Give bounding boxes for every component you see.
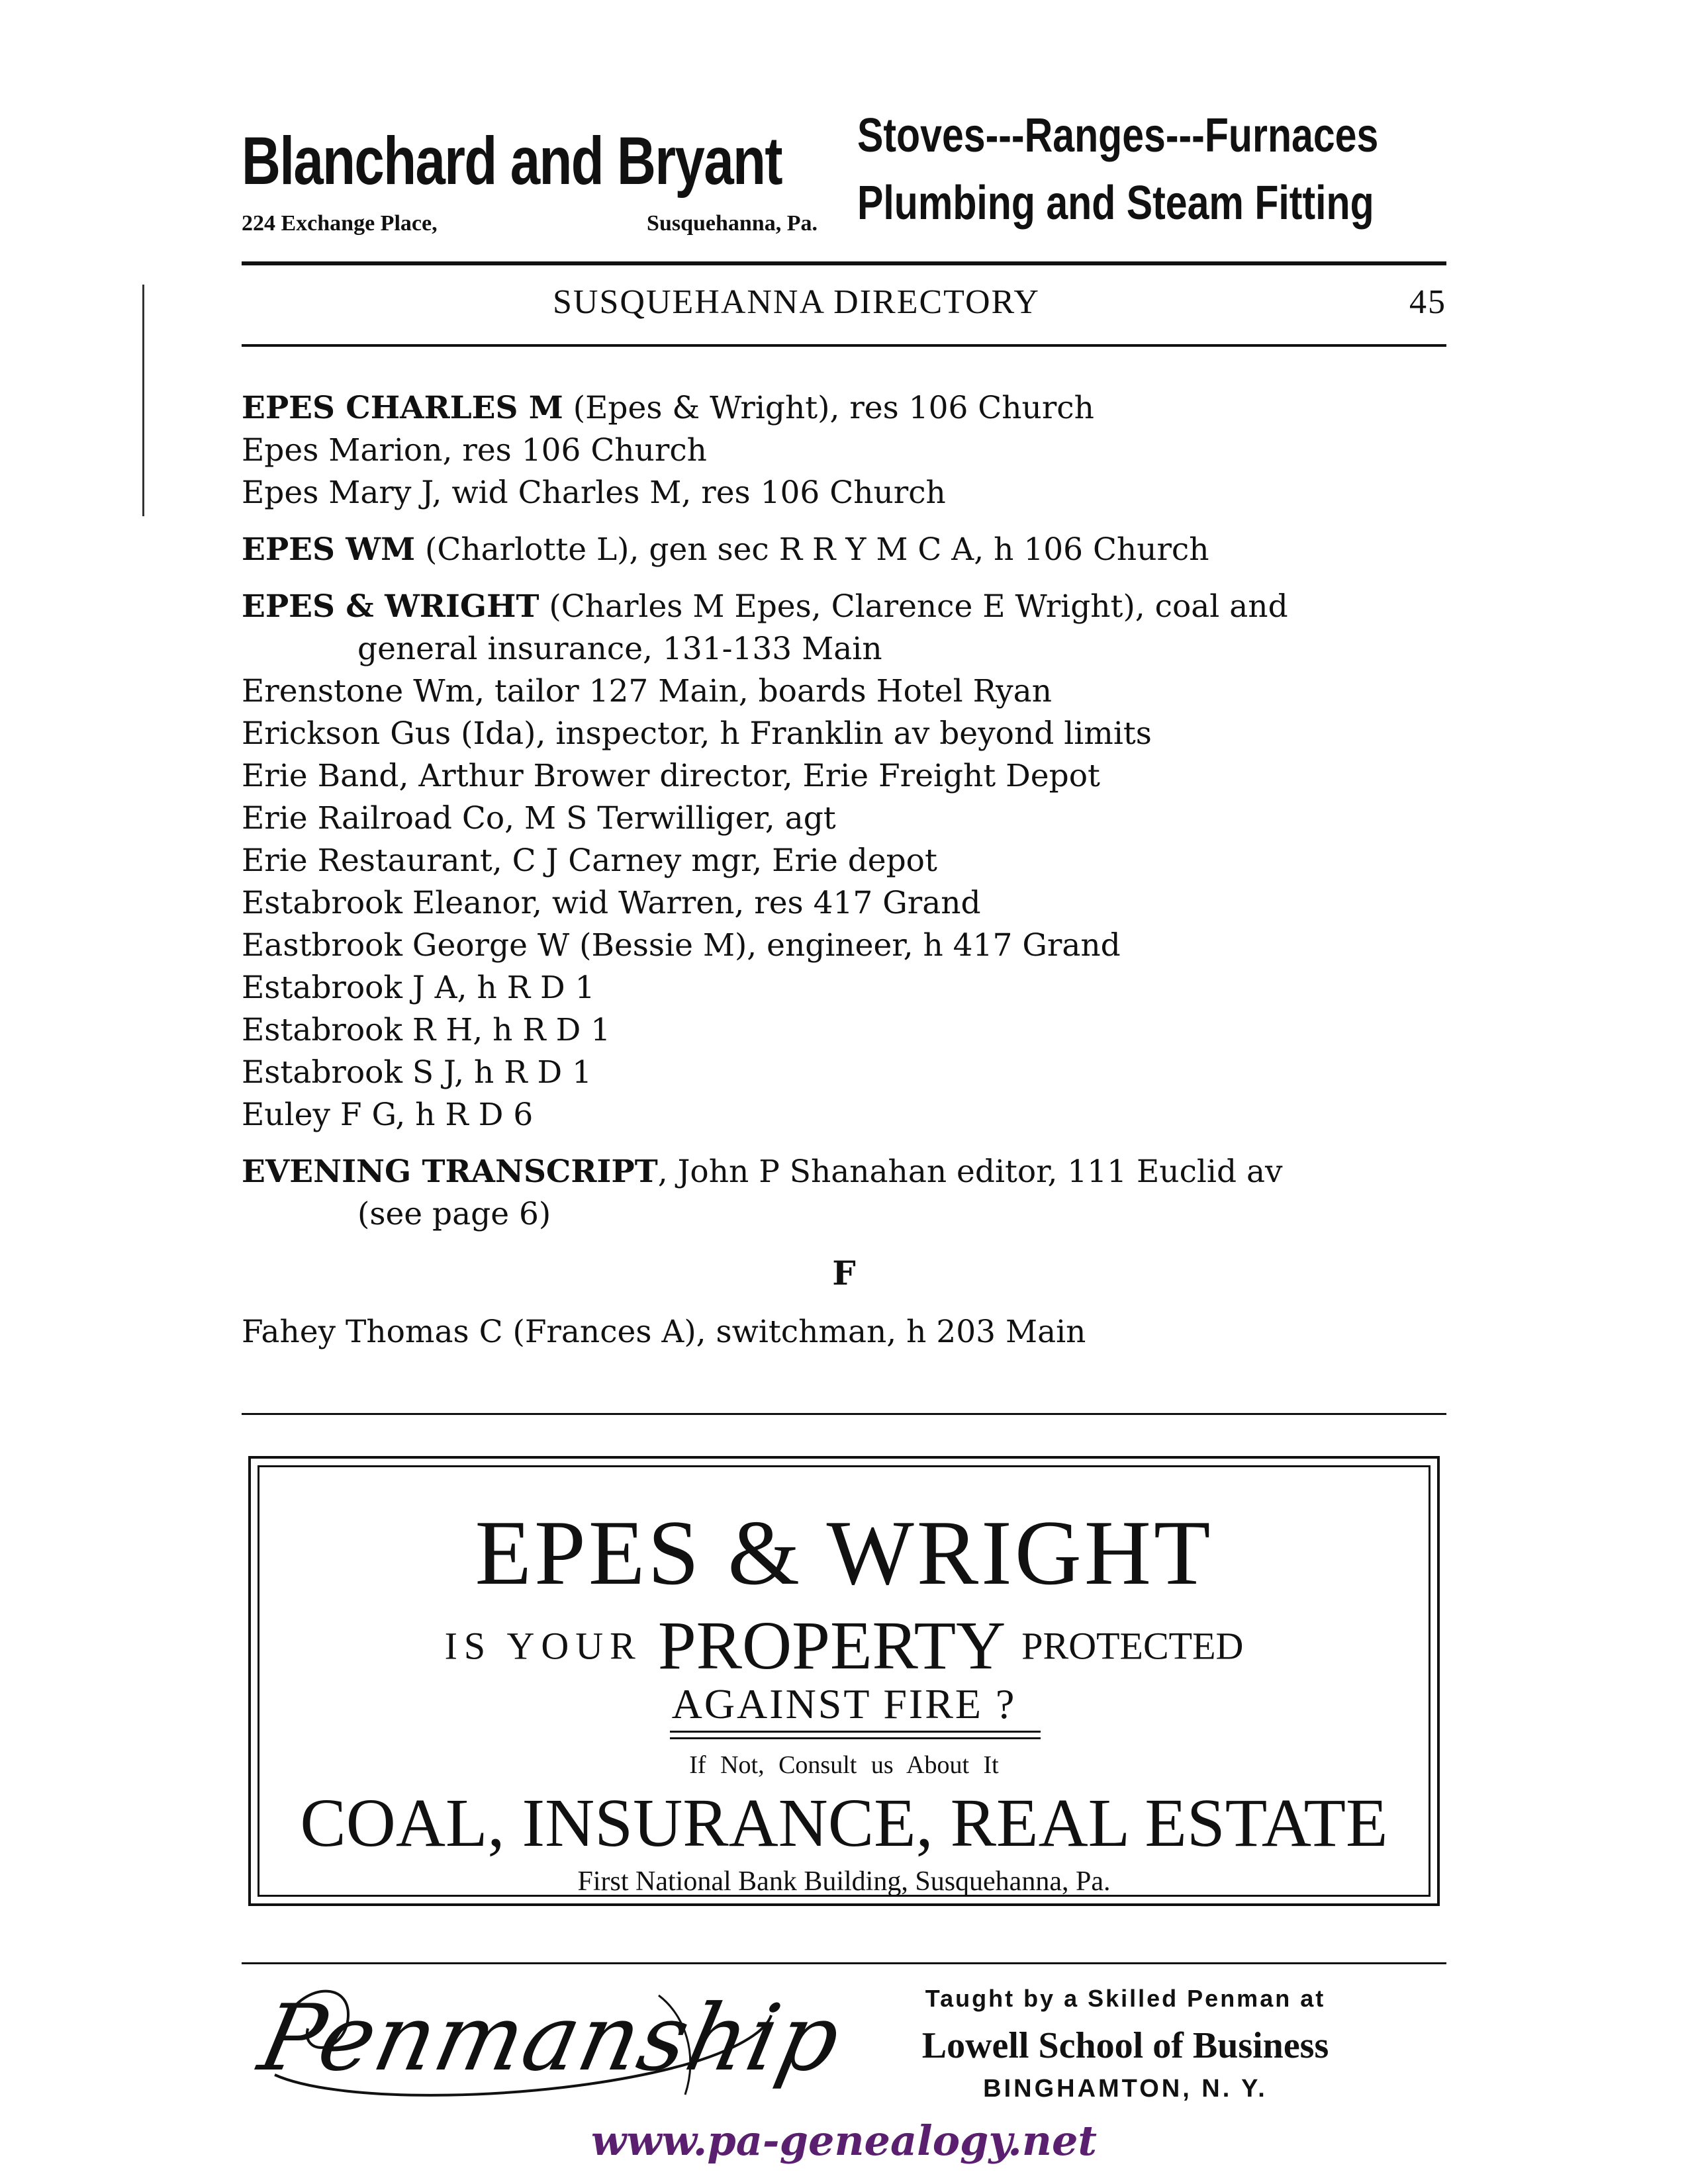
top-ad-company-name: Blanchard and Bryant <box>242 123 782 199</box>
directory-title: SUSQUEHANNA DIRECTORY <box>553 283 1040 321</box>
entry-name: EPES & WRIGHT <box>242 588 539 625</box>
list-item <box>242 755 1446 797</box>
ad-property: PROPERTY <box>657 1608 1006 1684</box>
listings-divider <box>242 1413 1446 1415</box>
list-item <box>242 529 1446 571</box>
entry-text: Estabrook J A, h R D 1 <box>242 970 595 1006</box>
entry-text: Euley F G, h R D 6 <box>242 1097 534 1133</box>
list-item <box>242 882 1446 925</box>
entry-text: Erenstone Wm, tailor 127 Main, boards Hotel Ryan <box>242 673 1052 709</box>
entry-text: Erie Band, Arthur Brower director, Erie Freight Depot <box>242 758 1100 794</box>
top-ad-town: Susquehanna, Pa. <box>647 211 818 236</box>
ad-protected: PROTECTED <box>1021 1624 1244 1668</box>
entry-text: Fahey Thomas C (Frances A), switchman, h 203 Main <box>242 1314 1086 1350</box>
entry-name: EPES CHARLES M <box>242 390 563 426</box>
entry-text: Eastbrook George W (Bessie M), engineer, h 417 Grand <box>242 927 1121 964</box>
top-ad-address-line <box>242 205 818 242</box>
list-item <box>242 713 1446 755</box>
entry-text: Erickson Gus (Ida), inspector, h Franklin av beyond limits <box>242 715 1152 752</box>
ad-underline-bottom <box>670 1737 1041 1739</box>
entry-text: Estabrook Eleanor, wid Warren, res 417 Grand <box>242 885 981 921</box>
ad-is-your: IS YOUR <box>444 1624 642 1668</box>
epes-wright-advertisement <box>248 1456 1440 1906</box>
entry-continuation: general insurance, 131-133 Main <box>357 631 882 667</box>
list-item <box>242 387 1446 430</box>
entry-name: EPES WM <box>242 531 416 568</box>
header-divider <box>242 344 1446 347</box>
list-item <box>242 840 1446 882</box>
lowell-tagline: Taught by a Skilled Penman at <box>925 1985 1326 2012</box>
list-item <box>242 1311 1446 1353</box>
ad-against-fire: AGAINST FIRE ? <box>671 1680 1017 1727</box>
ad-underline-top <box>670 1731 1041 1733</box>
letter-section-heading: F <box>832 1253 856 1293</box>
list-item <box>242 797 1446 840</box>
entry-text: Erie Railroad Co, M S Terwilliger, agt <box>242 800 836 837</box>
entry-continuation: (see page 6) <box>357 1196 551 1232</box>
page-number: 45 <box>1409 283 1446 321</box>
entry-text: Estabrook S J, h R D 1 <box>242 1054 592 1091</box>
margin-mark <box>142 285 144 516</box>
directory-listings <box>242 387 1446 1353</box>
entry-text: Epes Mary J, wid Charles M, res 106 Church <box>242 475 946 511</box>
entry-text: Estabrook R H, h R D 1 <box>242 1012 611 1048</box>
lowell-school-name: Lowell School of Business <box>921 2025 1329 2066</box>
entry-text: , John P Shanahan editor, 111 Euclid av <box>657 1154 1283 1190</box>
penmanship-script-logo <box>251 1976 851 2108</box>
entry-text: (Epes & Wright), res 106 Church <box>563 390 1094 426</box>
ad-question-line <box>259 1610 1429 1682</box>
website-watermark: www.pa-genealogy.net <box>590 2116 1098 2165</box>
bottom-divider <box>242 1962 1446 1964</box>
top-ad-services: Plumbing and Steam Fitting <box>857 177 1374 230</box>
running-header <box>242 279 1446 326</box>
ad-address: First National Bank Building, Susquehanna, Pa. <box>577 1866 1111 1897</box>
list-item <box>242 1052 1446 1094</box>
ad-consult: If Not, Consult us About It <box>689 1751 999 1779</box>
top-ad-products: Stoves---Ranges---Furnaces <box>857 109 1379 162</box>
list-item <box>242 1009 1446 1052</box>
entry-text: (Charles M Epes, Clarence E Wright), coal and <box>539 588 1288 625</box>
top-ad-street: 224 Exchange Place, <box>242 211 438 236</box>
list-item <box>242 670 1446 713</box>
list-item <box>242 1151 1446 1236</box>
list-item <box>242 1094 1446 1136</box>
ad-title: EPES & WRIGHT <box>475 1502 1213 1604</box>
entry-text: (Charlotte L), gen sec R R Y M C A, h 106 Church <box>415 531 1209 568</box>
list-item <box>242 925 1446 967</box>
list-item <box>242 430 1446 472</box>
entry-text: Erie Restaurant, C J Carney mgr, Erie depot <box>242 842 937 879</box>
list-item <box>242 586 1446 670</box>
list-item <box>242 472 1446 514</box>
penmanship-word: Penmanship <box>251 1985 851 2091</box>
ad-services: COAL, INSURANCE, REAL ESTATE <box>300 1785 1388 1861</box>
list-item <box>242 967 1446 1009</box>
ad-inner-border <box>258 1465 1430 1897</box>
entry-text: Epes Marion, res 106 Church <box>242 432 707 469</box>
lowell-city: BINGHAMTON, N. Y. <box>983 2075 1268 2103</box>
top-divider <box>242 261 1446 265</box>
entry-name: EVENING TRANSCRIPT <box>242 1154 658 1190</box>
